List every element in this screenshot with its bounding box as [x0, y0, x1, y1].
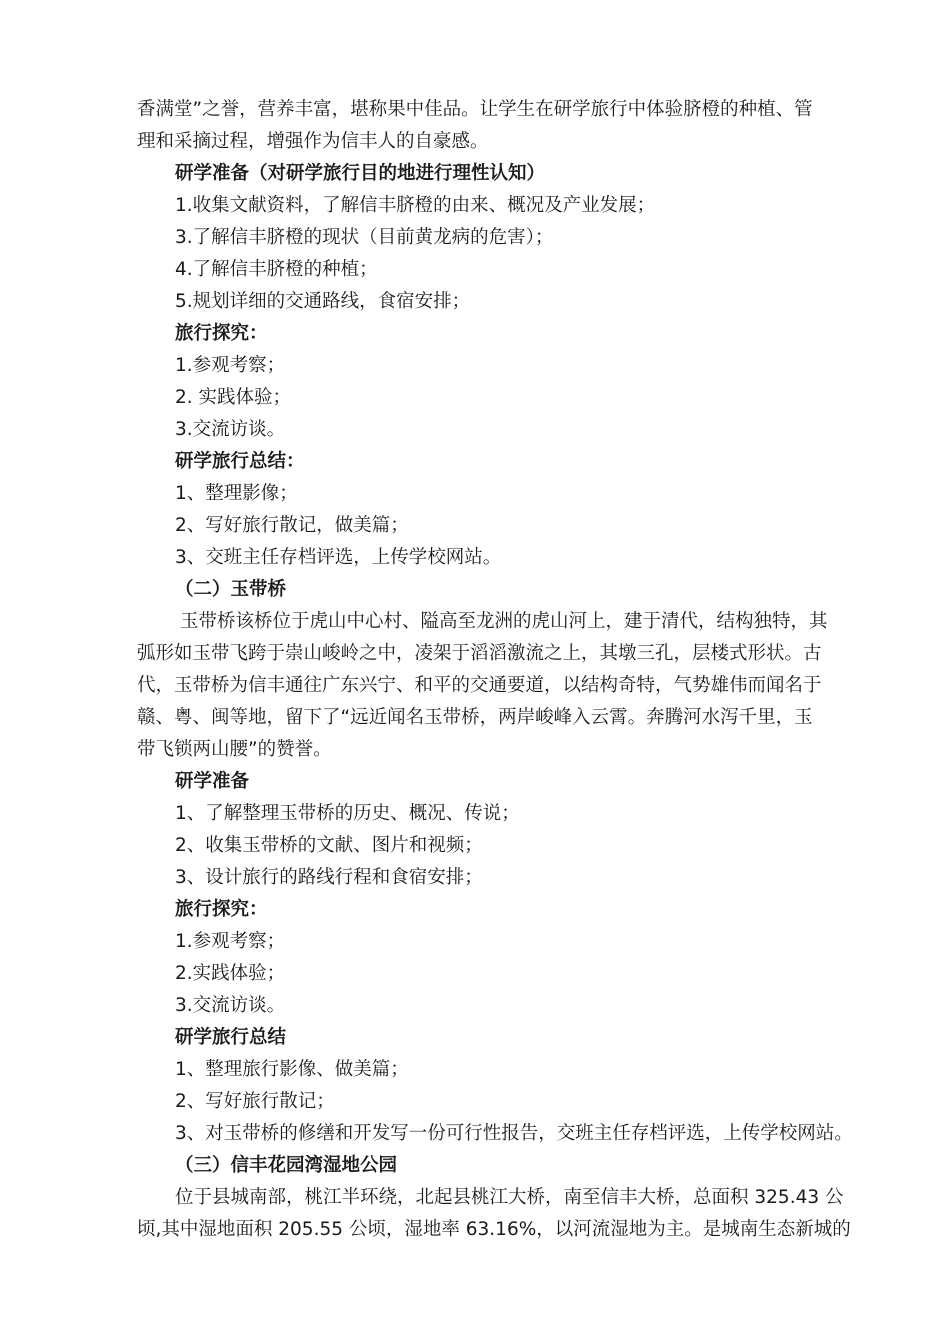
- list-item: 2. 实践体验；: [175, 387, 292, 408]
- list-item: 2、收集玉带桥的文献、图片和视频；: [175, 835, 483, 856]
- paragraph-line: 赣、粤、闽等地，留下了“远近闻名玉带桥，两岸峻峰入云霄。奔腾河水泻千里，玉: [137, 707, 813, 728]
- list-item: 2、写好旅行散记，做美篇；: [175, 515, 409, 536]
- list-item: 2.实践体验；: [175, 963, 286, 984]
- section-heading: 研学旅行总结：: [175, 451, 305, 472]
- list-item: 1、整理影像；: [175, 483, 298, 504]
- paragraph-line: 带飞锁两山腰”的赞誉。: [137, 739, 332, 760]
- paragraph-line: 顷,其中湿地面积 205.55 公顷，湿地率 63.16%，以河流湿地为主。是城南生态新城的: [137, 1219, 851, 1240]
- list-item: 3.交流访谈。: [175, 995, 286, 1016]
- section-heading: 研学准备（对研学旅行目的地进行理性认知）: [175, 163, 546, 184]
- paragraph-line: 位于县城南部，桃江半环绕，北起县桃江大桥，南至信丰大桥，总面积 325.43 公: [175, 1187, 844, 1208]
- section-heading: 旅行探究：: [175, 899, 268, 920]
- paragraph-line: 代，玉带桥为信丰通往广东兴宁、和平的交通要道，以结构奇特，气势雄伟而闻名于: [137, 675, 822, 696]
- list-item: 3.交流访谈。: [175, 419, 286, 440]
- list-item: 3、设计旅行的路线行程和食宿安排；: [175, 867, 483, 888]
- list-item: 2、写好旅行散记；: [175, 1091, 335, 1112]
- intro-line: 香满堂”之誉，营养丰富，堪称果中佳品。让学生在研学旅行中体验脐橙的种植、管: [137, 99, 813, 120]
- list-item: 1.收集文献资料，了解信丰脐橙的由来、概况及产业发展；: [175, 195, 656, 216]
- list-item: 1、整理旅行影像、做美篇；: [175, 1059, 409, 1080]
- section-heading: 旅行探究：: [175, 323, 268, 344]
- intro-line: 理和采摘过程，增强作为信丰人的自豪感。: [137, 131, 489, 152]
- list-item: 1、了解整理玉带桥的历史、概况、传说；: [175, 803, 520, 824]
- list-item: 5.规划详细的交通路线，食宿安排；: [175, 291, 471, 312]
- subsection-title: （三）信丰花园湾湿地公园: [175, 1155, 398, 1176]
- list-item: 4.了解信丰脐橙的种植；: [175, 259, 378, 280]
- paragraph-line: 弧形如玉带飞跨于崇山峻岭之中，凌架于滔滔激流之上，其墩三孔，层楼式形状。古: [137, 643, 822, 664]
- list-item: 3、交班主任存档评选，上传学校网站。: [175, 547, 502, 568]
- list-item: 1.参观考察；: [175, 931, 286, 952]
- list-item: 3、对玉带桥的修缮和开发写一份可行性报告，交班主任存档评选，上传学校网站。: [175, 1123, 853, 1144]
- section-heading: 研学旅行总结: [175, 1027, 287, 1048]
- subsection-title: （二）玉带桥: [175, 579, 287, 600]
- section-heading: 研学准备: [175, 771, 250, 792]
- list-item: 3.了解信丰脐橙的现状（目前黄龙病的危害）；: [175, 227, 554, 248]
- paragraph-line: 玉带桥该桥位于虎山中心村、隘高至龙洲的虎山河上，建于清代，结构独特，其: [180, 611, 828, 632]
- list-item: 1.参观考察；: [175, 355, 286, 376]
